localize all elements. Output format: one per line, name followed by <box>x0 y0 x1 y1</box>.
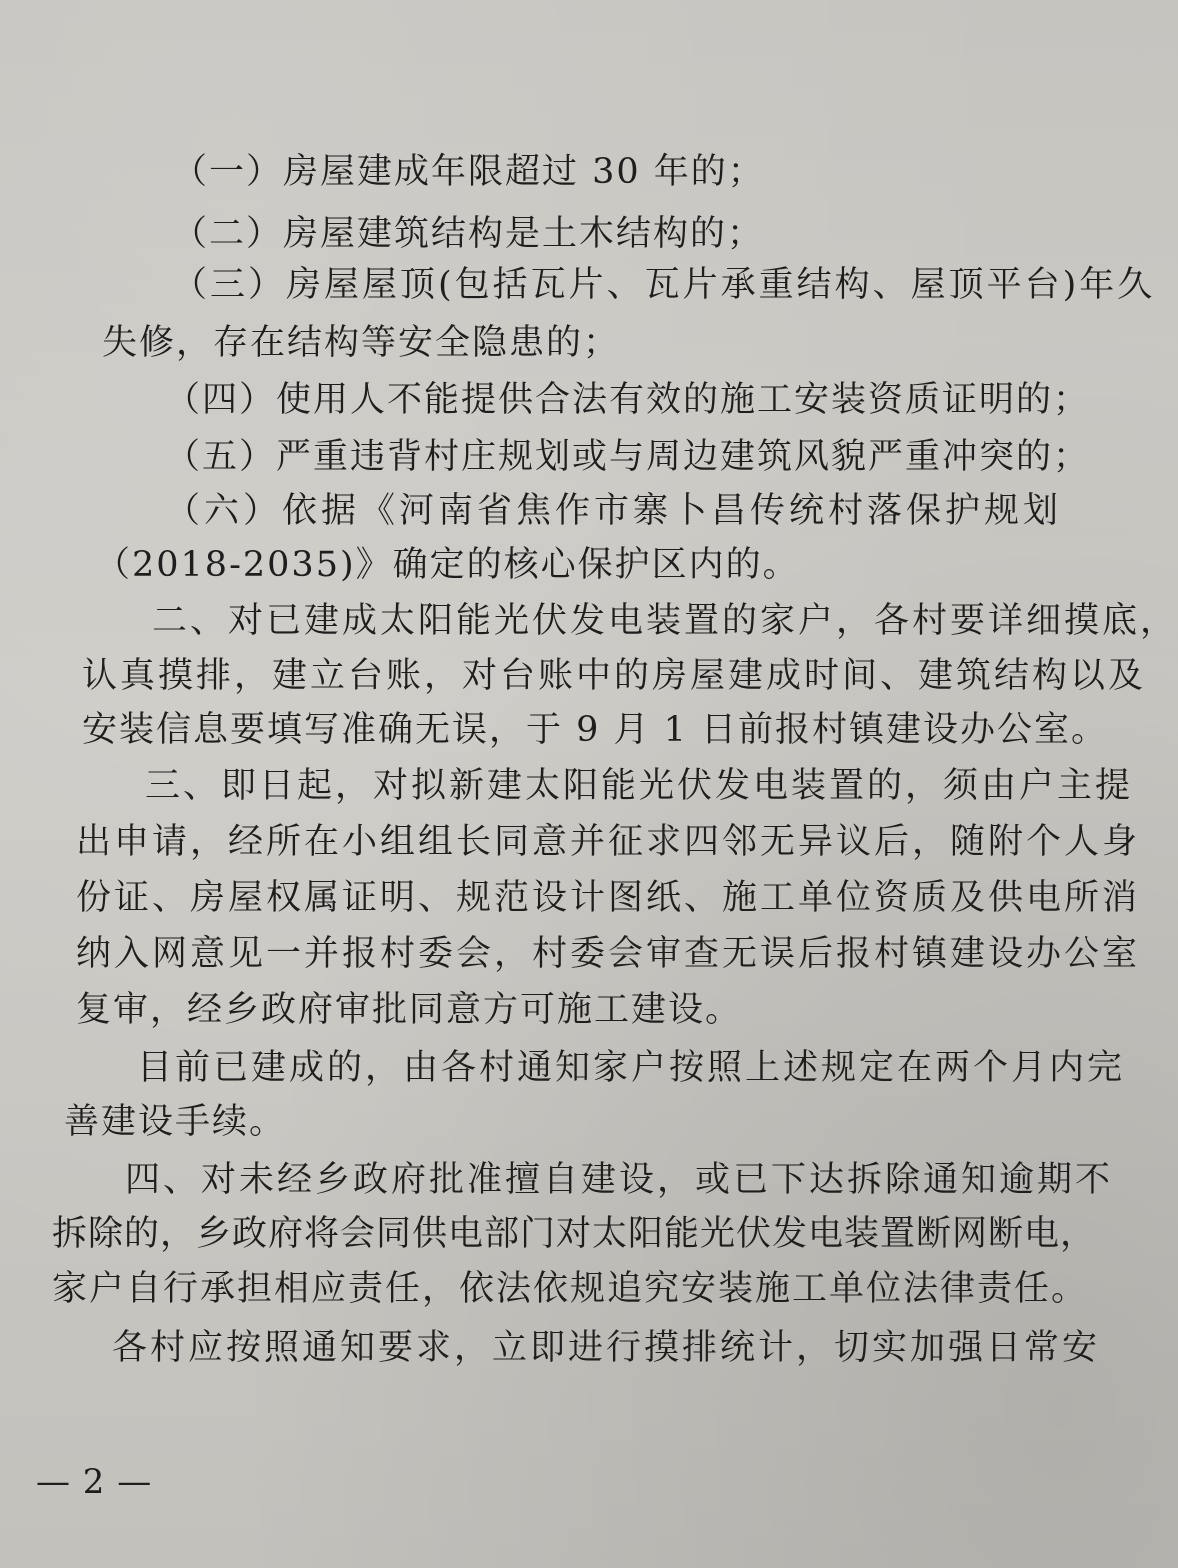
text-line-18: 善建设手续。 <box>64 1102 287 1142</box>
text-line-7: （六）依据《河南省焦作市寨卜昌传统村落保护规划 <box>165 491 1063 531</box>
text-line-17: 目前已建成的，由各村通知家户按照上述规定在两个月内完 <box>137 1048 1126 1088</box>
text-line-2: （二）房屋建筑结构是土木结构的； <box>172 214 765 254</box>
text-line-20: 拆除的，乡政府将会同供电部门对太阳能光伏发电装置断网断电， <box>52 1214 1097 1254</box>
text-line-8: （2018-2035)》确定的核心保护区内的。 <box>95 545 800 585</box>
text-line-3: （三）房屋屋顶(包括瓦片、瓦片承重结构、屋顶平台)年久 <box>172 265 1156 305</box>
text-line-22: 各村应按照通知要求，立即进行摸排统计，切实加强日常安 <box>112 1328 1101 1368</box>
text-line-9: 二、对已建成太阳能光伏发电装置的家户，各村要详细摸底， <box>152 601 1178 641</box>
text-line-5: （四）使用人不能提供合法有效的施工安装资质证明的； <box>165 380 1091 420</box>
page-number: — 2 — <box>36 1462 153 1502</box>
text-line-6: （五）严重违背村庄规划或与周边建筑风貌严重冲突的； <box>165 437 1091 477</box>
text-line-10: 认真摸排，建立台账，对台账中的房屋建成时间、建筑结构以及 <box>82 656 1147 696</box>
text-line-16: 复审，经乡政府审批同意方可施工建设。 <box>76 990 743 1030</box>
text-line-13: 出申请，经所在小组组长同意并征求四邻无异议后，随附个人身 <box>76 822 1141 862</box>
text-line-11: 安装信息要填写准确无误，于 9 月 1 日前报村镇建设办公室。 <box>82 710 1109 750</box>
text-line-1: （一）房屋建成年限超过 30 年的； <box>172 152 765 192</box>
text-line-15: 纳入网意见一并报村委会，村委会审查无误后报村镇建设办公室 <box>76 934 1141 974</box>
text-line-19: 四、对未经乡政府批准擅自建设，或已下达拆除通知逾期不 <box>125 1160 1114 1200</box>
text-line-4: 失修，存在结构等安全隐患的； <box>102 323 621 363</box>
text-line-14: 份证、房屋权属证明、规范设计图纸、施工单位资质及供电所消 <box>76 878 1141 918</box>
text-line-12: 三、即日起，对拟新建太阳能光伏发电装置的，须由户主提 <box>145 766 1134 806</box>
text-line-21: 家户自行承担相应责任，依法依规追究安装施工单位法律责任。 <box>52 1269 1089 1309</box>
